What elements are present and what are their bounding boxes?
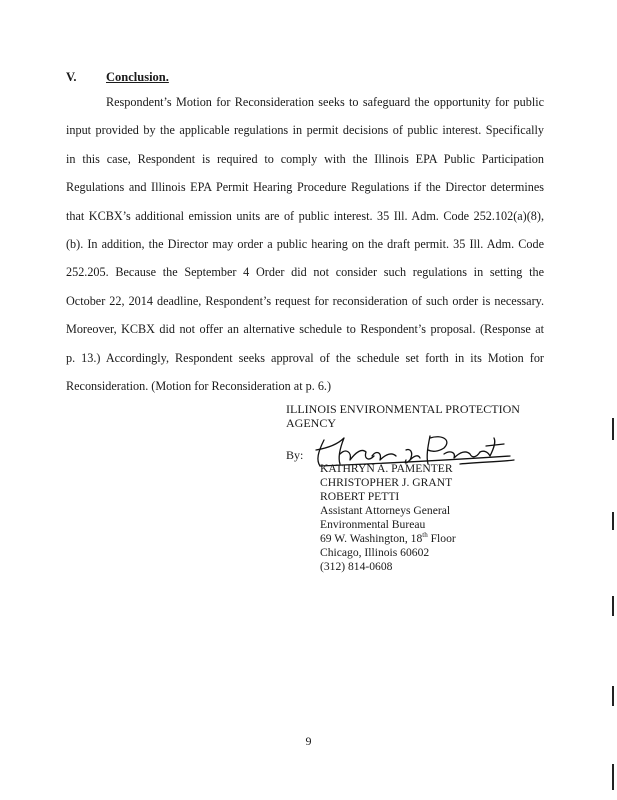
- paragraph-line: in this case, Respondent is required to comply with the Illinois EPA Public Participation: [66, 151, 544, 166]
- scan-edge-mark: [612, 764, 614, 790]
- attorney-name: CHRISTOPHER J. GRANT: [320, 476, 453, 489]
- paragraph-line: 252.205. Because the September 4 Order did not consider such regulations in setting the: [66, 265, 544, 280]
- scan-edge-mark: [612, 686, 614, 706]
- conclusion-paragraph: [66, 93, 544, 405]
- attorney-title: Assistant Attorneys General: [320, 504, 451, 517]
- signature-block: [320, 462, 456, 574]
- paragraph-line: (b). In addition, the Director may order a public hearing on the draft permit. 35 Ill. Adm. Code: [66, 236, 544, 251]
- paragraph-line: input provided by the applicable regulations in permit decisions of public interest. Specifically: [66, 123, 544, 138]
- paragraph-line: Respondent’s Motion for Reconsideration seeks to safeguard the opportunity for public: [106, 95, 544, 109]
- phone-number: (312) 814-0608: [320, 560, 393, 573]
- city-state-zip: Chicago, Illinois 60602: [320, 546, 430, 559]
- street-address-prefix: 69 W. Washington, 18: [320, 532, 423, 545]
- attorney-name: KATHRYN A. PAMENTER: [320, 462, 453, 475]
- attorney-name: ROBERT PETTI: [320, 490, 400, 503]
- bureau-name: Environmental Bureau: [320, 518, 426, 531]
- paragraph-line: Reconsideration. (Motion for Reconsideration at p. 6.): [66, 378, 332, 393]
- section-title: Conclusion.: [106, 70, 169, 84]
- street-address-ordinal: th: [422, 531, 428, 540]
- paragraph-line: Moreover, KCBX did not offer an alternative schedule to Respondent’s proposal. (Response at: [66, 322, 544, 337]
- agency-name: [286, 403, 520, 430]
- street-address: [320, 532, 456, 546]
- street-address-suffix: Floor: [427, 532, 456, 545]
- by-label: By:: [286, 448, 304, 462]
- section-heading: [66, 70, 169, 85]
- agency-line: ILLINOIS ENVIRONMENTAL PROTECTION: [286, 402, 520, 416]
- agency-line: AGENCY: [286, 415, 336, 430]
- paragraph-line: October 22, 2014 deadline, Respondent’s request for reconsideration of such order is necessary.: [66, 293, 544, 308]
- paragraph-line: that KCBX’s additional emission units are of public interest. 35 Ill. Adm. Code 252.102(a)(8),: [66, 208, 544, 223]
- page-number: 9: [305, 734, 312, 748]
- scan-edge-mark: [612, 418, 614, 440]
- scan-edge-mark: [612, 512, 614, 530]
- paragraph-line: Regulations and Illinois EPA Permit Hearing Procedure Regulations if the Director determines: [66, 180, 544, 195]
- section-number: V.: [66, 70, 77, 84]
- scan-edge-mark: [612, 596, 614, 616]
- paragraph-line: p. 13.) Accordingly, Respondent seeks approval of the schedule set forth in its Motion for: [66, 350, 544, 365]
